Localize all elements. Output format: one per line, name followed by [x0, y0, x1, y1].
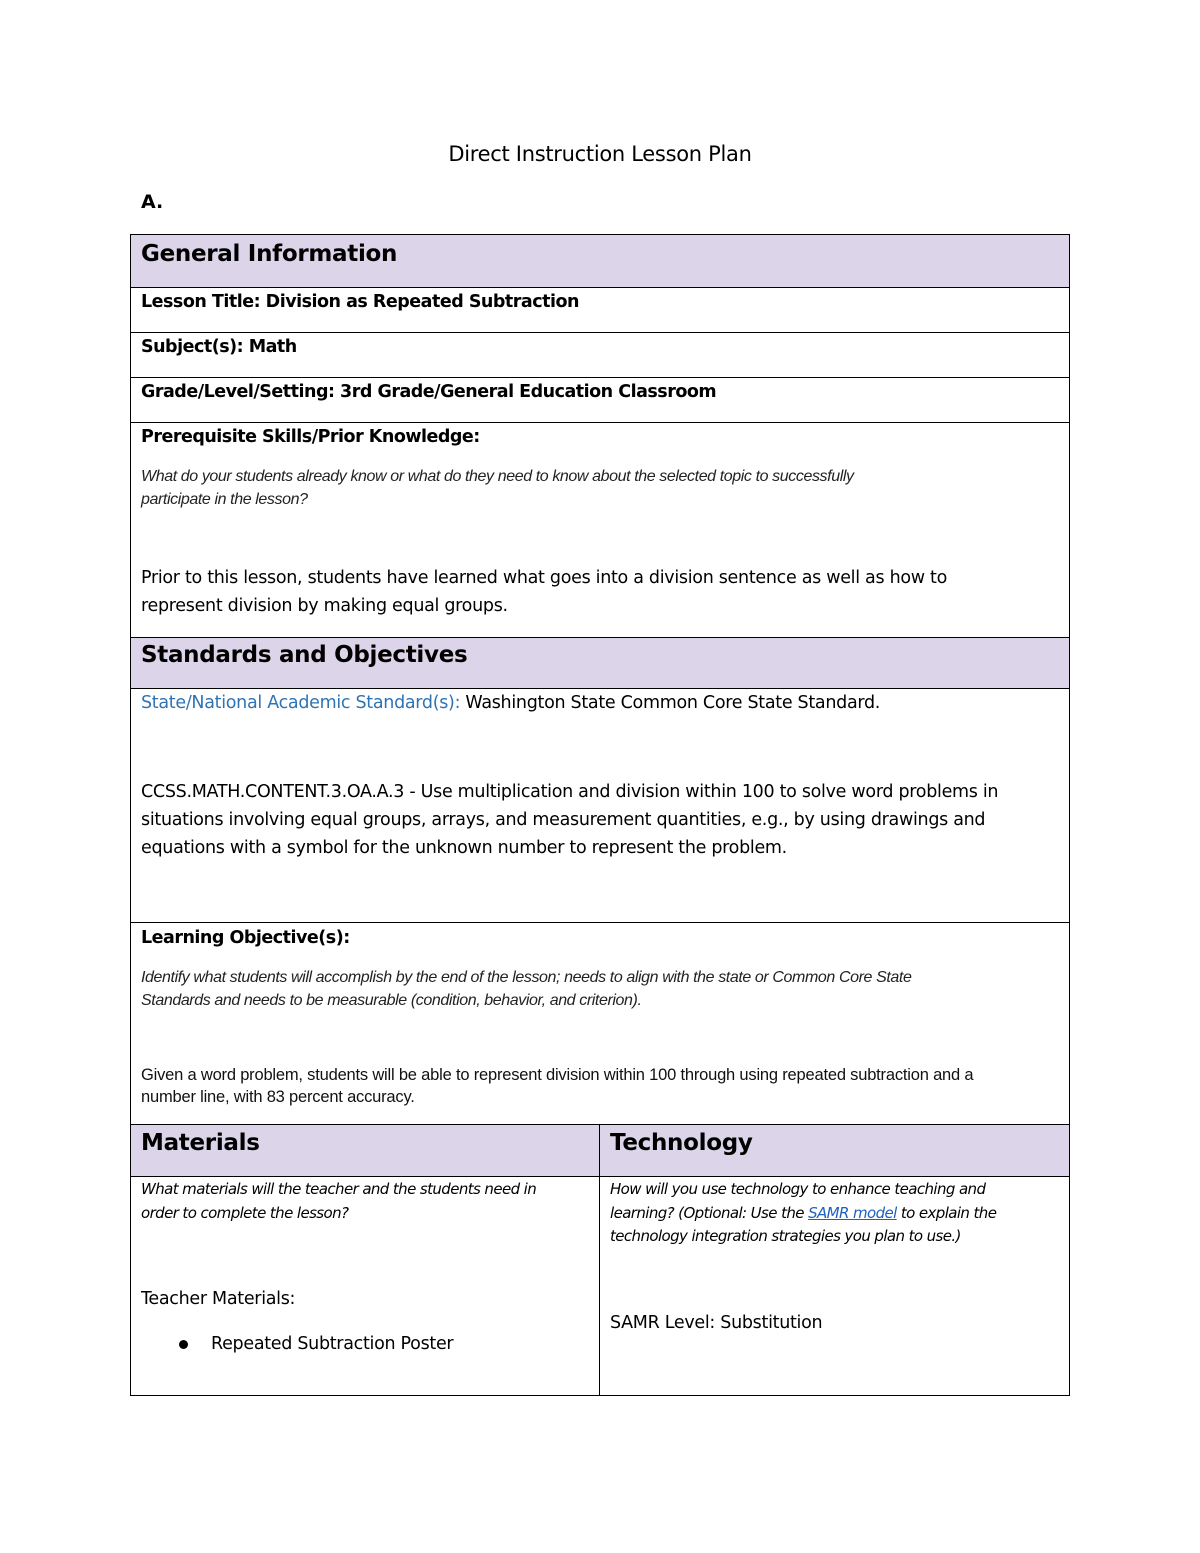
- standard-line: [141, 689, 880, 717]
- technology-cell: [599, 1177, 1069, 1395]
- lesson-plan-table: [130, 234, 1070, 1396]
- materials-technology-header-row: [131, 1124, 1069, 1176]
- prerequisite-prompt: What do your students already know or what do they need to know about the selected topic to successfully participate in the lesson?: [141, 468, 854, 508]
- materials-cell: [131, 1177, 599, 1395]
- learning-objective-answer: Given a word problem, students will be able to represent division within 100 through using repeated subtraction and a number line, with 83 percent accuracy.: [141, 1066, 974, 1106]
- standards-row: [131, 688, 1069, 922]
- samr-level: SAMR Level: Substitution: [610, 1313, 823, 1333]
- materials-technology-row: [131, 1176, 1069, 1396]
- subjects: Subject(s): Math: [141, 337, 297, 357]
- general-information-header: General Information: [141, 241, 398, 267]
- prerequisite-row: [131, 422, 1069, 637]
- document-title: Direct Instruction Lesson Plan: [448, 142, 752, 166]
- teacher-materials-label: Teacher Materials:: [141, 1289, 296, 1309]
- standards-header: Standards and Objectives: [141, 642, 468, 668]
- standard-label: State/National Academic Standard(s):: [141, 693, 461, 713]
- ccss-standard-text: CCSS.MATH.CONTENT.3.OA.A.3 - Use multiplication and division within 100 to solve word problems in situations involving equal groups, arrays, and measurement quantities, e.g., by using drawings and equations with a symbol for the unknown number to represent the problem.: [141, 782, 999, 858]
- technology-header: Technology: [610, 1130, 753, 1156]
- samr-model-link[interactable]: SAMR model: [808, 1203, 897, 1222]
- grade-row: [131, 377, 1069, 422]
- learning-objective-label: Learning Objective(s):: [141, 928, 350, 948]
- prerequisite-answer: Prior to this lesson, students have learned what goes into a division sentence as well as how to represent division by making equal groups.: [141, 568, 948, 616]
- section-label: A.: [141, 191, 164, 213]
- learning-objective-prompt: Identify what students will accomplish by the end of the lesson; needs to align with the state or Common Core State Standards and needs to be measurable (condition, behavior, and criterion).: [141, 969, 912, 1009]
- prerequisite-label: Prerequisite Skills/Prior Knowledge:: [141, 427, 480, 447]
- subjects-row: [131, 332, 1069, 377]
- materials-header-cell: [131, 1125, 599, 1176]
- objective-row: [131, 922, 1069, 1124]
- grade-level-setting: Grade/Level/Setting: 3rd Grade/General Education Classroom: [141, 382, 717, 402]
- materials-header: Materials: [141, 1130, 260, 1156]
- lesson-title-row: [131, 287, 1069, 332]
- bullet-icon: [179, 1340, 188, 1349]
- technology-prompt: How will you use technology to enhance teaching and learning? (Optional: Use the SAMR model to explain the technology integration strategies you plan to use.): [610, 1180, 997, 1245]
- materials-prompt: What materials will the teacher and the students need in order to complete the lesson?: [141, 1180, 537, 1222]
- material-item: Repeated Subtraction Poster: [211, 1334, 454, 1354]
- technology-header-cell: [599, 1125, 1069, 1176]
- lesson-title: Lesson Title: Division as Repeated Subtraction: [141, 292, 579, 312]
- standard-value: Washington State Common Core State Standard.: [460, 693, 881, 713]
- general-information-header-row: [131, 234, 1069, 287]
- standards-header-row: [131, 637, 1069, 688]
